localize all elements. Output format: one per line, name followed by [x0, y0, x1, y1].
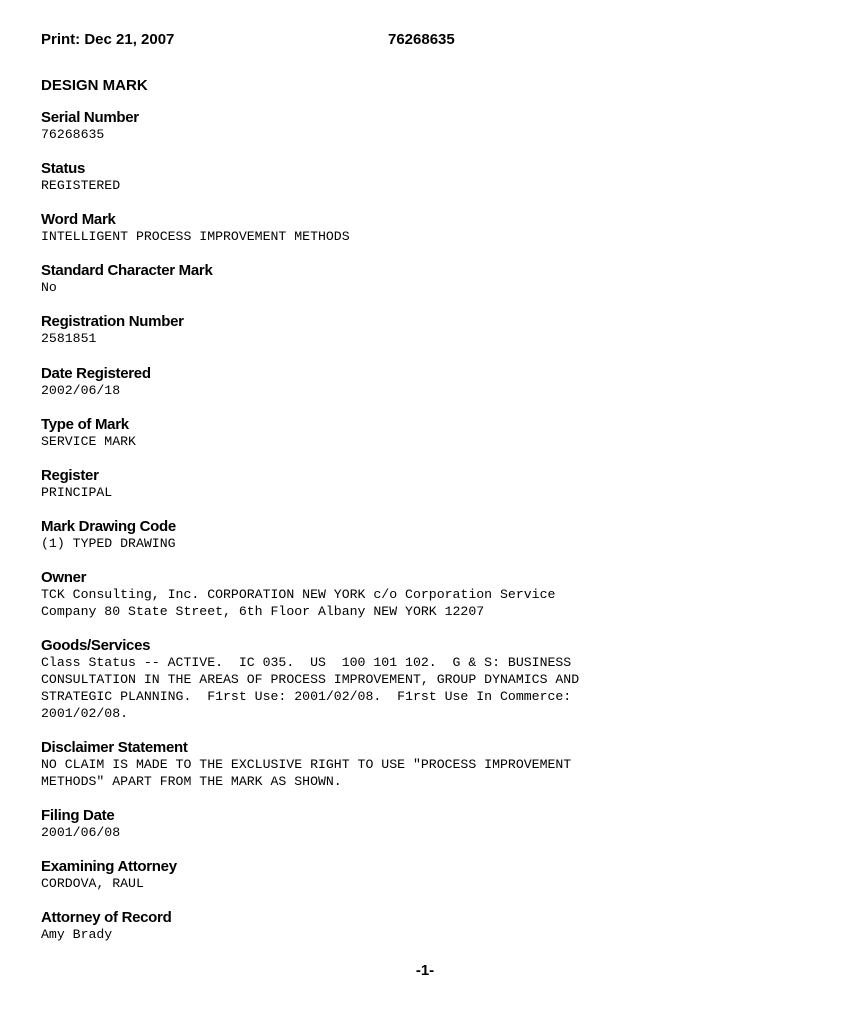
field-register — [41, 467, 831, 501]
field-label: Word Mark — [41, 211, 831, 228]
field-label: Filing Date — [41, 807, 831, 824]
field-label: Registration Number — [41, 313, 831, 330]
field-value: 2001/06/08 — [41, 824, 831, 841]
field-label: Register — [41, 467, 831, 484]
field-value: Class Status -- ACTIVE. IC 035. US 100 101 102. G & S: BUSINESS CONSULTATION IN THE AREAS OF PROCESS IMPROVEMENT, GROUP DYNAMICS AND STRATEGIC PLANNING. F1rst Use: 2001/02/08. F1rst Use In Commerce: 2001/02/08. — [41, 654, 831, 722]
header-serial-number: 76268635 — [388, 31, 455, 48]
field-label: Examining Attorney — [41, 858, 831, 875]
field-value: Amy Brady — [41, 926, 831, 943]
field-type-of-mark — [41, 416, 831, 450]
field-label: Disclaimer Statement — [41, 739, 831, 756]
page-number: -1- — [0, 962, 850, 979]
document-title: DESIGN MARK — [41, 77, 148, 94]
field-value: 2581851 — [41, 330, 831, 347]
field-value: CORDOVA, RAUL — [41, 875, 831, 892]
print-date: Print: Dec 21, 2007 — [41, 31, 174, 48]
field-value: SERVICE MARK — [41, 433, 831, 450]
field-date-registered — [41, 365, 831, 399]
field-label: Date Registered — [41, 365, 831, 382]
field-serial-number — [41, 109, 831, 143]
field-value: INTELLIGENT PROCESS IMPROVEMENT METHODS — [41, 228, 831, 245]
field-owner — [41, 569, 831, 620]
field-value: (1) TYPED DRAWING — [41, 535, 831, 552]
field-value: NO CLAIM IS MADE TO THE EXCLUSIVE RIGHT TO USE "PROCESS IMPROVEMENT METHODS" APART FROM THE MARK AS SHOWN. — [41, 756, 831, 790]
field-word-mark — [41, 211, 831, 245]
field-value: PRINCIPAL — [41, 484, 831, 501]
print-header — [41, 31, 821, 51]
field-value: No — [41, 279, 831, 296]
field-label: Standard Character Mark — [41, 262, 831, 279]
field-examining-attorney — [41, 858, 831, 892]
field-label: Mark Drawing Code — [41, 518, 831, 535]
field-disclaimer-statement — [41, 739, 831, 790]
field-label: Type of Mark — [41, 416, 831, 433]
field-mark-drawing-code — [41, 518, 831, 552]
field-label: Owner — [41, 569, 831, 586]
field-label: Goods/Services — [41, 637, 831, 654]
field-value: 2002/06/18 — [41, 382, 831, 399]
field-value: TCK Consulting, Inc. CORPORATION NEW YORK c/o Corporation Service Company 80 State Street, 6th Floor Albany NEW YORK 12207 — [41, 586, 831, 620]
field-label: Status — [41, 160, 831, 177]
field-attorney-of-record — [41, 909, 831, 943]
field-label: Serial Number — [41, 109, 831, 126]
field-value: 76268635 — [41, 126, 831, 143]
field-status — [41, 160, 831, 194]
field-registration-number — [41, 313, 831, 347]
field-label: Attorney of Record — [41, 909, 831, 926]
field-goods-services — [41, 637, 831, 722]
field-standard-character-mark — [41, 262, 831, 296]
field-filing-date — [41, 807, 831, 841]
field-value: REGISTERED — [41, 177, 831, 194]
